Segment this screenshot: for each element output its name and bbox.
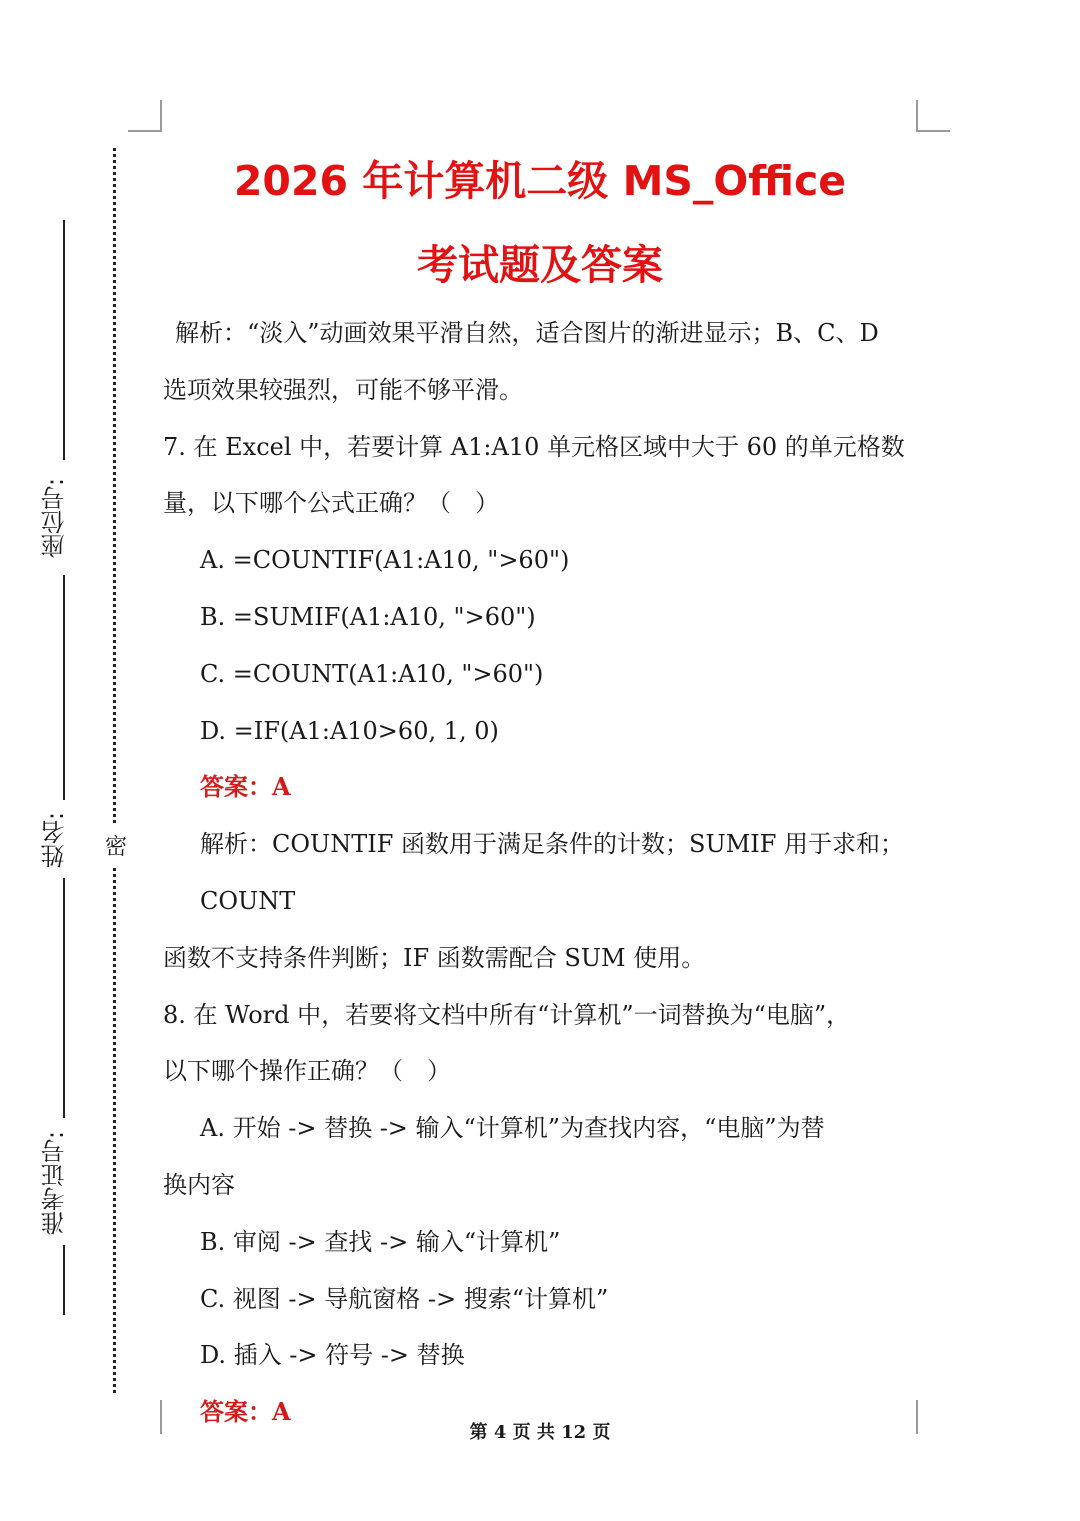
page-title-line2: 考试题及答案 (417, 241, 663, 289)
question-8-option-a-cont: 换内容 (163, 1170, 235, 1199)
question-8-option-c: C. 视图 -> 导航窗格 -> 搜索“计算机” (200, 1284, 609, 1313)
question-7-option-d: D. =IF(A1:A10>60, 1, 0) (200, 716, 499, 745)
question-7-analysis-line2: 函数不支持条件判断；IF 函数需配合 SUM 使用。 (163, 943, 706, 972)
exam-id-label: 准考证号: (41, 1130, 69, 1236)
binding-line-seat-top (63, 220, 65, 460)
question-8-option-a: A. 开始 -> 替换 -> 输入“计算机”为查找内容，“电脑”为替 (200, 1114, 825, 1143)
question-8-stem-line1: 8. 在 Word 中，若要将文档中所有“计算机”一词替换为“电脑”， (163, 1000, 851, 1029)
question-7-stem-line2: 量，以下哪个公式正确？（ ） (163, 489, 499, 518)
prev-analysis-line1: 解析：“淡入”动画效果平滑自然，适合图片的渐进显示；B、C、D (175, 319, 879, 347)
question-7-option-a: A. =COUNTIF(A1:A10, ">60") (200, 546, 570, 575)
prev-analysis-line2: 选项效果较强烈，可能不够平滑。 (163, 375, 523, 404)
seat-number-label: 座位号: (41, 477, 69, 558)
question-8-option-b: B. 审阅 -> 查找 -> 输入“计算机” (200, 1227, 561, 1256)
question-7-answer: 答案：A (200, 772, 291, 802)
question-7-option-c: C. =COUNT(A1:A10, ">60") (200, 659, 544, 688)
question-7-option-b: B. =SUMIF(A1:A10, ">60") (200, 602, 536, 631)
crop-mark-top-right-v (916, 100, 918, 130)
name-label: 姓名: (41, 811, 69, 869)
question-7-analysis-line1: 解析：COUNTIF 函数用于满足条件的计数；SUMIF 用于求和；COUNT (200, 830, 905, 915)
crop-mark-top-left-v (160, 100, 162, 130)
binding-line-seat-bottom (63, 575, 65, 800)
question-8-answer: 答案：A (200, 1397, 291, 1427)
document-body (163, 305, 920, 1441)
binding-line-exam-id-bottom (63, 1245, 65, 1315)
page-number: 第 4 页 共 12 页 (469, 1422, 611, 1443)
crop-mark-top-right-h (916, 130, 950, 132)
question-8-stem-line2: 以下哪个操作正确？（ ） (163, 1057, 451, 1086)
seal-dotted-line (113, 148, 116, 1393)
question-8-option-d: D. 插入 -> 符号 -> 替换 (200, 1341, 465, 1370)
question-7-stem-line1: 7. 在 Excel 中，若要计算 A1:A10 单元格区域中大于 60 的单元格数 (163, 432, 905, 461)
binding-line-name-bottom (63, 878, 65, 1118)
crop-mark-top-left-h (128, 130, 162, 132)
seal-character: 密 (104, 826, 128, 865)
page-title-line1: 2026 年计算机二级 MS_Office (233, 157, 847, 205)
